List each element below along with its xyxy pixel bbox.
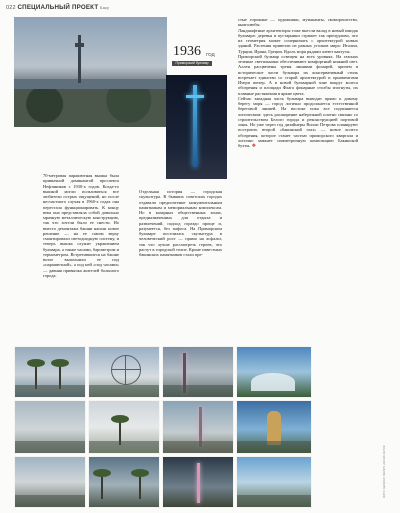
photo-parachute-tower-night xyxy=(166,75,227,179)
grid-photo-flag-square xyxy=(162,400,234,454)
article-column-1 xyxy=(43,173,119,278)
photo-trees xyxy=(14,89,167,127)
grid-photo-seaside xyxy=(14,400,86,454)
column-3-paragraph-1: стые горожане — художники, музыканты, скоморошество, книголюбы. xyxy=(238,17,358,28)
grid-photo-golden-sculpture xyxy=(236,400,312,454)
page-header xyxy=(6,4,109,11)
photo-tower xyxy=(78,35,81,83)
grid-photo-night-lights xyxy=(162,456,234,508)
year-suffix: ГОД xyxy=(206,52,215,57)
grid-photo-promenade xyxy=(14,346,86,398)
page-number: 022 xyxy=(6,5,16,11)
section-title: СПЕЦИАЛЬНЫЙ ПРОЕКТ xyxy=(17,4,99,11)
grid-photo-sculpture-park xyxy=(88,400,160,454)
grid-photo-ferris-wheel xyxy=(88,346,160,398)
photo-boulevard-1936 xyxy=(14,17,167,127)
magazine-name: Баку xyxy=(100,6,110,10)
grid-photo-walkway xyxy=(162,346,234,398)
grid-photo-fountains xyxy=(236,346,312,398)
tower-crossbar xyxy=(186,95,204,98)
year-heading: 1936 xyxy=(173,44,201,59)
grid-photo-beach xyxy=(14,456,86,508)
column-3-paragraph-3: Приморский бульвар освещен на всех уровнях. На газонах зеленые светильники обеспечивают комфортный нижний свет. Аллеи расцвечены тремя линиями фонарей, причем в историческое части бульвара их консервативный стиль встречает единство со старой архитектурой и орнаментами Ичери шехер. А в новой бульварной зоне вокруг колеса обозрения и площади Флага фонарные столбы изогнуты, их плавные растяжения в яркие цвета. xyxy=(238,53,358,96)
grid-photo-lawn xyxy=(236,456,312,508)
photo-caption-bar: Приморский бульвар xyxy=(172,61,212,66)
photo-credit: ФОТО: GEORGIY, MUZEYI, ARCHIV AUTOR xyxy=(383,445,386,498)
column-1-text: 70-метровая парашютная вышка была привычной доминантой проспекта Нефтяников с 1930-х годов. Когда-то вышкой могли пользоваться все любители острых ощущений, но после несчастного случая в 1960-х годах она перестала функционировать. К концу века она представляла собой довольно мрачную металлическую конструкцию, так что хотели было ее снести. Но вместо демонтажа башни нашли новое решение — на ее самом верху смонтировали светодиодную систему, и теперь вышка служит украшением бульвара, а также часами, барометром и термометром. Встретившиеся на башне возле выполнили ее под «парашютной», а под ней «под часами» — давняя привычка жителей большого города. xyxy=(43,173,119,278)
column-3-paragraph-4 xyxy=(238,96,358,150)
article-column-3 xyxy=(238,17,358,149)
grid-photo-alley xyxy=(88,456,160,508)
end-mark-icon: ❖ xyxy=(251,143,257,149)
column-2-text: Отдельная история — городская скульптура. В бывших советских городах отдавали предпочтение монументальным памятникам и мемориальным комплексам. Но в казарных общественных зонах, предназначенных для отдыха и развлечений, подход гораздо проще и, разумеется, без пафоса. На Приморском бульваре поселилась скульптура в человеческий рост — прямо на асфальт, так что лучше рассмотреть героев, что растут в городской толпе. Кроме известных бакинских памятников стали пре- xyxy=(139,189,222,257)
column-3-paragraph-4-text: Сейчас западная часть бульвара выводит прямо к дикому берегу моря — город логично продолжается естественной береговой линией. На востоке пока все подчиняется логическим: здесь расширение набережной плотно связано со строительством Белого города и реконструкцией портовой зоны. Но уже через год дизайнеры Вилли Петрова планируют построить второй «бакинский глаз» — новое колесо обозрения, которое станет частью приморского квартала и логично замкнет симметричную композицию Бакинской бухты. xyxy=(238,95,358,148)
column-3-paragraph-2: Ландшафтные архитекторы тоже внесли вклад в новый имидж бульвара: деревья и кустарники стрижет так причудливо, что их геометрия может соперничать с архитектурой новых зданий. Растения привезли из разных уголков мира: Италии, Турции, Ирана, Греции. Вдоль моря рядами алеют кактусы. xyxy=(238,27,358,54)
article-column-2 xyxy=(139,189,222,257)
